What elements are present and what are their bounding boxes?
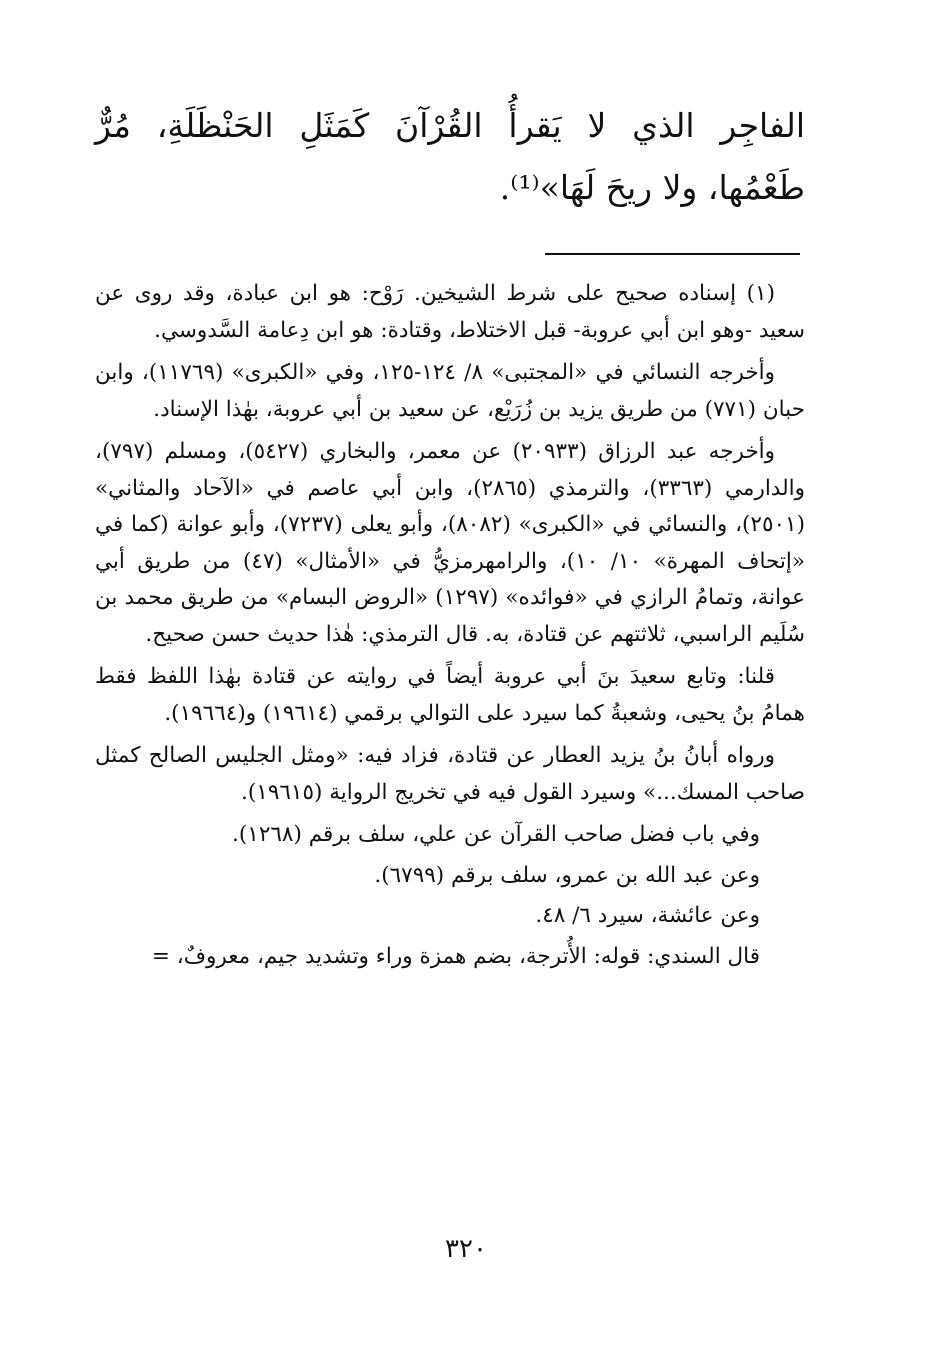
footnote-paragraph-5: ورواه أبانُ بنُ يزيد العطار عن قتادة، فزاد فيه: «ومثل الجليس الصالح كمثل صاحب المسك...» وسيرد القول فيه في تخريج الرواية (١٩٦١٥). bbox=[95, 743, 805, 805]
footnote-paragraph-3: وأخرجه عبد الرزاق (٢٠٩٣٣) عن معمر، والبخاري (٥٤٢٧)، ومسلم (٧٩٧)، والدارمي (٣٣٦٣)، والترمذي (٢٨٦٥)، وابن أبي عاصم في «الآحاد والمثاني» (٢٥٠١)، والنسائي في «الكبرى» (٨٠٨٢)، وأبو يعلى (٧٢٣٧)، وأبو عوانة (كما في «إتحاف المهرة» ١٠/ ١٠)، والرامهرمزيُّ في «الأمثال» (٤٧) من طريق أبي عوانة، وتمامُ الرازي في «فوائده» (١٢٩٧) «الروض البسام» من طريق محمد بن سُلَيم الراسبي، ثلاثتهم عن قتادة، به. قال الترمذي: هٰذا حديث حسن صحيح. bbox=[95, 439, 806, 647]
footnote-line-3: وعن عائشة، سيرد ٦/ ٤٨. bbox=[535, 903, 760, 928]
footnote-paragraph-1: (١) إسناده صحيح على شرط الشيخين. رَوْح: هو ابن عبادة، وقد روى عن سعيد -وهو ابن أبي عروبة- قبل الاختلاط، وقتادة: هو ابن دِعامة السَّدوسي. bbox=[95, 281, 805, 343]
footnote-paragraph-2: وأخرجه النسائي في «المجتبى» ٨/ ١٢٤-١٢٥، وفي «الكبرى» (١١٧٦٩)، وابن حبان (٧٧١) من طريق يزيد بن زُرَيْع، عن سعيد بن أبي عروبة، بهٰذا الإسناد. bbox=[95, 360, 805, 422]
footnote-line-2: وعن عبد الله بن عمرو، سلف برقم (٦٧٩٩). bbox=[374, 862, 760, 888]
hadith-text: الفاجِر الذي لا يَقرأُ القُرْآنَ كَمَثَلِ الحَنْظَلَةِ، مُرٌّ طَعْمُها، ولا ريحَ لَهَا»⁽¹⁾. bbox=[95, 106, 805, 207]
footnote-paragraph-4: قلنا: وتابع سعيدَ بنَ أبي عروبة أيضاً في روايته عن قتادة بهٰذا اللفظ فقط همامُ بنُ يحيى، وشعبةُ كما سيرد على التوالي برقمي (١٩٦١٤) و(١٩٦٦٤). bbox=[95, 664, 805, 726]
page-number: ٣٢٠ bbox=[445, 1234, 487, 1264]
footnote-line-4: قال السندي: قوله: الأُترجة، بضم همزة وراء وتشديد جيم، معروفٌ، = bbox=[151, 943, 760, 969]
footnote-separator bbox=[545, 253, 800, 255]
footnotes bbox=[95, 276, 805, 979]
footnote-line-1: وفي باب فضل صاحب القرآن عن علي، سلف برقم (١٢٦٨). bbox=[232, 822, 760, 847]
